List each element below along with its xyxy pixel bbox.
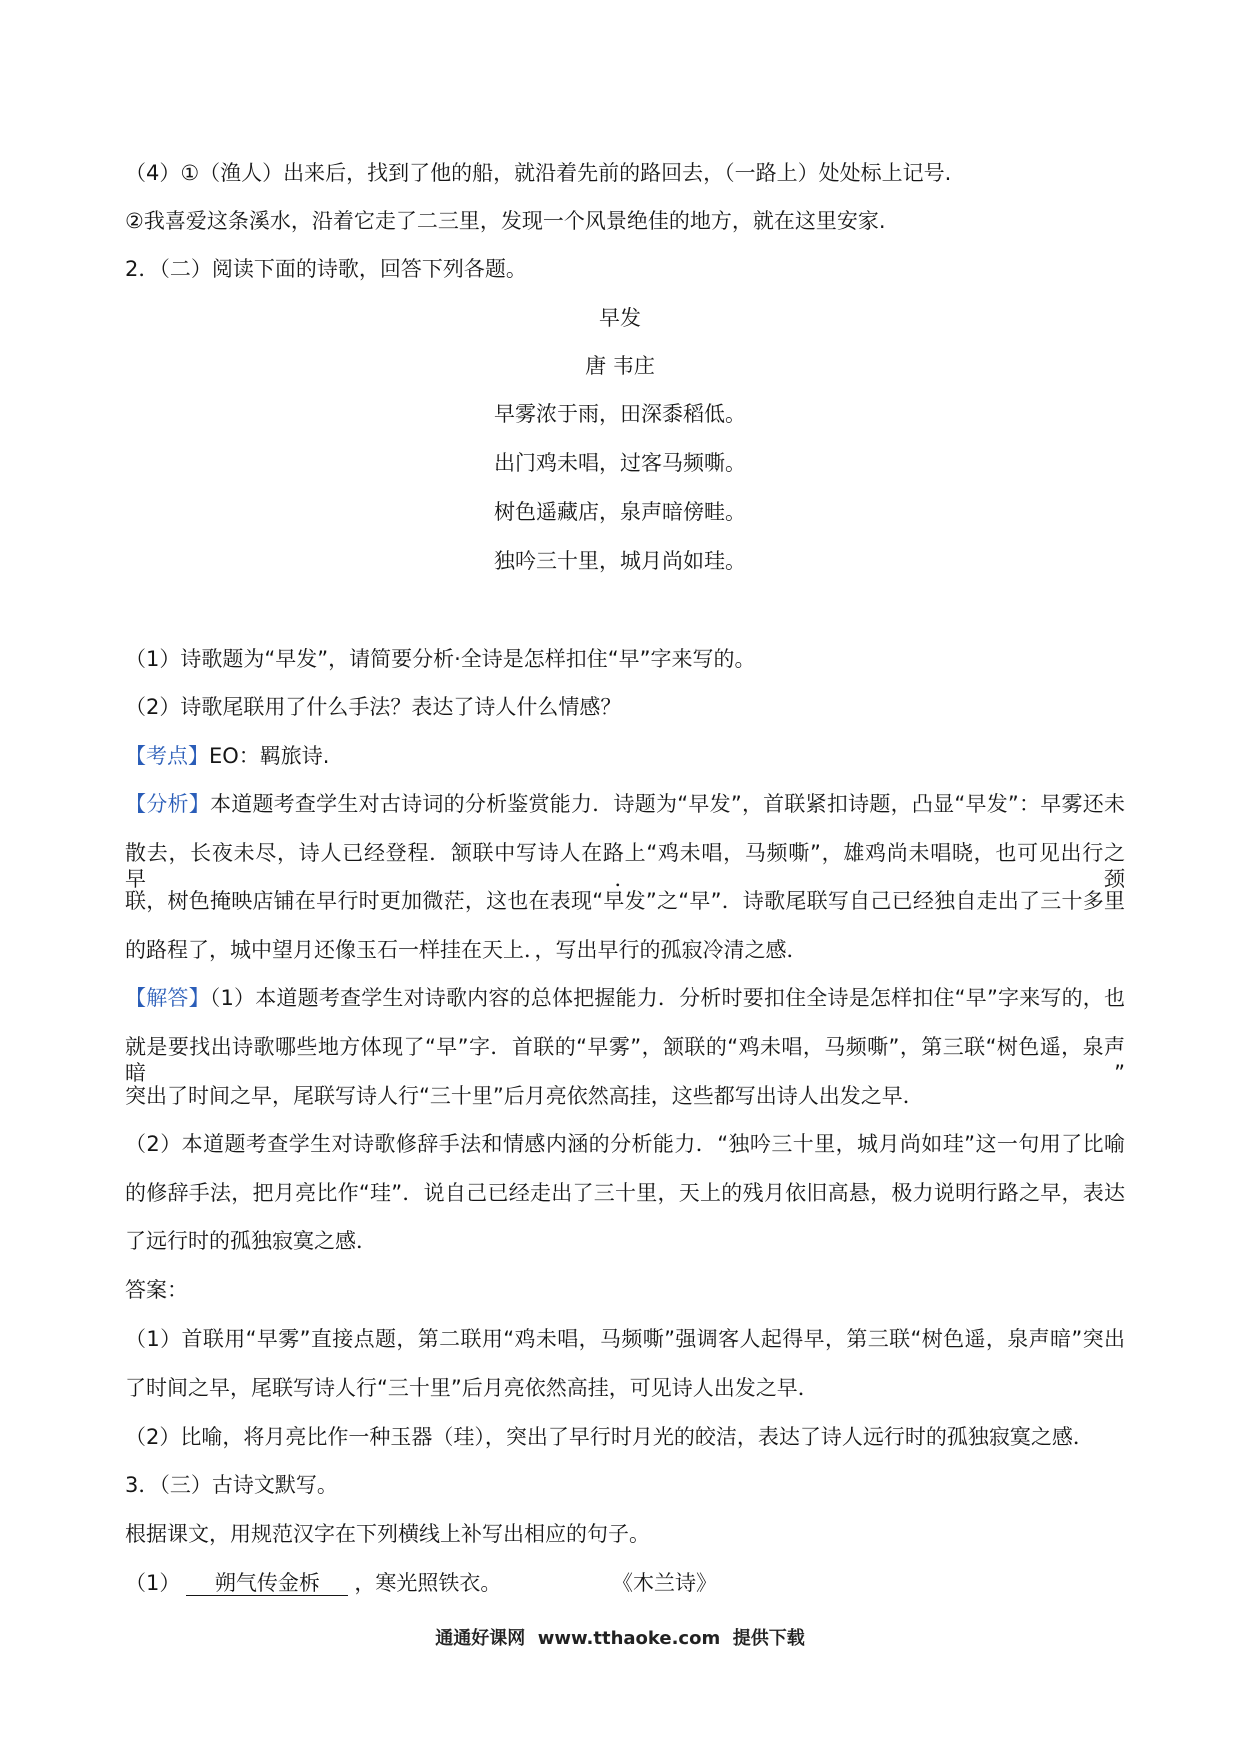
answer-label: 答案：: [125, 1278, 188, 1302]
jieda-line: 就是要找出诗歌哪些地方体现了“早”字．首联的“早雾”，颔联的“鸡未唱，马频嘶”，第三联“树色遥，泉声暗”: [125, 1035, 1125, 1085]
fenxi-line: [125, 791, 1125, 817]
question-3-heading: 3．（三）古诗文默写。: [125, 1473, 338, 1497]
poem-author: 唐 韦庄: [585, 354, 655, 378]
kaodian-line: [125, 743, 329, 769]
sub-question-1: （1）诗歌题为“早发”，请简要分析·全诗是怎样扣住“早”字来写的。: [125, 647, 756, 671]
page-footer: 通通好课网 www.tthaoke.com 提供下载: [435, 1628, 805, 1649]
poem-line: 出门鸡未唱，过客马频嘶。: [494, 451, 746, 475]
jieda-line: 了远行时的孤独寂寞之感．: [125, 1229, 377, 1253]
fenxi-line: 的路程了，城中望月还像玉石一样挂在天上．，写出早行的孤寂冷清之感．: [125, 938, 808, 962]
kaodian-label: 【考点】: [125, 744, 209, 768]
jieda-line: 的修辞手法，把月亮比作“珪”．说自己已经走出了三十里，天上的残月依旧高悬，极力说明行路之早，表达: [125, 1181, 1125, 1205]
fenxi-line: 联，树色掩映店铺在早行时更加微茫，这也在表现“早发”之“早”．诗歌尾联写自己已经独自走出了三十多里: [125, 889, 1125, 913]
poem-line: 树色遥藏店，泉声暗傍畦。: [494, 500, 746, 524]
prev-answer-line-1: （4）①（渔人）出来后，找到了他的船，就沿着先前的路回去，（一路上）处处标上记号.: [125, 161, 952, 185]
poem-title: 早发: [599, 306, 641, 330]
fill-blank-item-1: [125, 1570, 501, 1596]
jieda-line: 突出了时间之早，尾联写诗人行“三十里”后月亮依然高挂，这些都写出诗人出发之早．: [125, 1084, 924, 1108]
sub-question-2: （2）诗歌尾联用了什么手法？表达了诗人什么情感？: [125, 695, 622, 719]
poem-line: 独吟三十里，城月尚如珪。: [494, 549, 746, 573]
fenxi-label: 【分析】: [125, 792, 210, 816]
fill-blank-answer: 朔气传金柝: [186, 1571, 348, 1596]
kaodian-text: EO：羁旅诗.: [209, 744, 330, 768]
jieda-text: （1）本道题考查学生对诗歌内容的总体把握能力．分析时要扣住全诗是怎样扣住“早”字来写的，也: [209, 986, 1125, 1010]
item-source: 《木兰诗》: [612, 1571, 717, 1595]
item-number: （1）: [125, 1571, 181, 1595]
question-2-heading: 2．（二）阅读下面的诗歌，回答下列各题。: [125, 257, 527, 281]
item-sentence-rest: ，寒光照铁衣。: [354, 1571, 502, 1595]
jieda-line: （2）本道题考查学生对诗歌修辞手法和情感内涵的分析能力．“独吟三十里，城月尚如珪”这一句用了比喻: [125, 1132, 1125, 1156]
jieda-label: 【解答】: [125, 986, 210, 1010]
answer-line: （2）比喻，将月亮比作一种玉器（珪），突出了早行时月光的皎洁，表达了诗人远行时的孤独寂寞之感．: [125, 1425, 1094, 1449]
fenxi-line: 散去，长夜未尽，诗人已经登程．颔联中写诗人在路上“鸡未唱，马频嘶”，雄鸡尚未唱晓，也可见出行之早．颈: [125, 841, 1125, 891]
answer-line: （1）首联用“早雾”直接点题，第二联用“鸡未唱，马频嘶”强调客人起得早，第三联“树色遥，泉声暗”突出: [125, 1327, 1125, 1351]
jieda-line: [125, 985, 1125, 1011]
prev-answer-line-2: ②我喜爱这条溪水，沿着它走了二三里，发现一个风景绝佳的地方，就在这里安家.: [125, 209, 886, 233]
answer-line: 了时间之早，尾联写诗人行“三十里”后月亮依然高挂，可见诗人出发之早．: [125, 1376, 819, 1400]
fenxi-text: 本道题考查学生对古诗词的分析鉴赏能力．诗题为“早发”，首联紧扣诗题，凸显“早发”：早雾还未: [209, 792, 1126, 816]
question-3-instruction: 根据课文，用规范汉字在下列横线上补写出相应的句子。: [125, 1522, 650, 1546]
poem-line: 早雾浓于雨，田深黍稻低。: [494, 402, 746, 426]
